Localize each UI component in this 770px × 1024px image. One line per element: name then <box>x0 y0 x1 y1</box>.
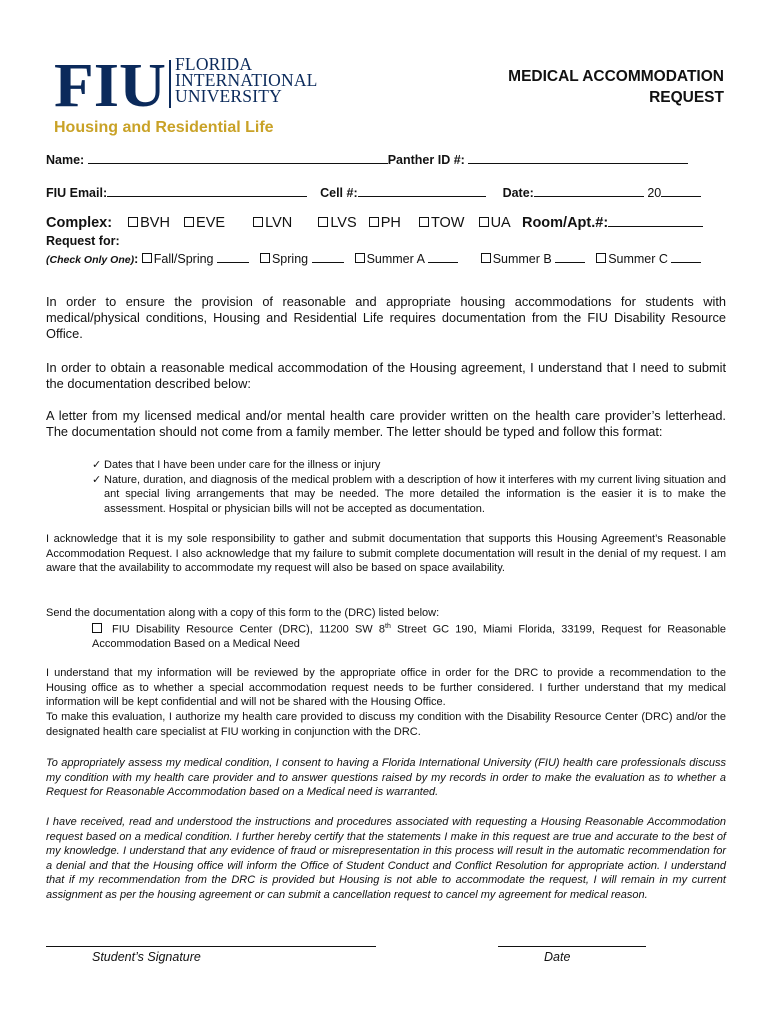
panther-id-field[interactable] <box>468 151 688 164</box>
form-title-line-1: MEDICAL ACCOMMODATION <box>508 68 724 85</box>
checkbox-icon <box>419 217 429 227</box>
name-label: Name: <box>46 153 85 167</box>
room-label: Room/Apt.#: <box>521 215 609 231</box>
complex-option-lvs[interactable]: LVS <box>318 215 356 231</box>
format-bullet-1: ✓ Dates that I have been under care for the illness or injury <box>92 459 381 471</box>
acknowledge-paragraph: I acknowledge that it is my sole responsibility to gather and submit documentation that supports this Housing Agreement’s Reasonable Accommodation Request. I also acknowledge that my failure to submit complete documentation will result in the denial of my request. I am aware that the availability to accommodate my request will also be based on space availability. <box>46 533 726 574</box>
complex-option-ph[interactable]: PH <box>369 215 401 231</box>
university-name-line-1: FLORIDA <box>175 54 253 74</box>
panther-id-label: Panther ID #: <box>387 153 465 167</box>
date-field[interactable] <box>534 184 644 197</box>
term-option-summer-b[interactable]: Summer B <box>481 252 552 266</box>
name-row <box>46 151 688 167</box>
term-option-summer-a[interactable]: Summer A <box>355 252 425 266</box>
certification-paragraph: I have received, read and understood the instructions and procedures associated with requesting a Housing Reasonable Accommodation request based on a medical condition. I further hereby certify that the statements I make in this request are true and accurate to the best of my knowledge. I understand that any evidence of fraud or misrepresentation in this process will result in the automatic recommendation for a denial and that the Housing office will inform the Office of Student Conduct and Conflict Resolution for appropriate action. I understand that if my recommendation from the DRC is provided but Housing is not able to accommodate the request, I will remain in my current assignment as per the housing agreement or can submit a cancellation request to cancel my agreement for medical reason. <box>46 816 726 901</box>
checkbox-icon <box>92 623 102 633</box>
university-name <box>175 56 318 104</box>
complex-label: Complex: <box>46 215 113 231</box>
checkbox-icon <box>355 253 365 263</box>
obtain-paragraph: In order to obtain a reasonable medical accommodation of the Housing agreement, I understand that I need to submit the documentation described below: <box>46 360 726 391</box>
checkbox-icon <box>318 217 328 227</box>
name-field[interactable] <box>88 151 388 164</box>
drc-address-part-1: FIU Disability Resource Center (DRC), 11200 SW 8 <box>112 623 385 636</box>
request-for-label: Request for: <box>46 234 120 248</box>
university-name-line-2: INTERNATIONAL <box>175 70 318 90</box>
format-bullet-list <box>92 458 726 516</box>
complex-option-ua[interactable]: UA <box>479 215 510 231</box>
student-signature-label: Student’s Signature <box>92 950 201 964</box>
consent-paragraph: To appropriately assess my medical condition, I consent to having a Florida International University (FIU) health care professionals discuss my condition with my health care provider and to answer questions raised by my records in order to make the evaluation as to whether a Request for Reasonable Accommodation based on a Medical need is warranted. <box>46 757 726 798</box>
complex-option-lvn[interactable]: LVN <box>253 215 292 231</box>
complex-option-bvh[interactable]: BVH <box>128 215 170 231</box>
term-summer-a-blank <box>428 250 458 263</box>
drc-address-sup: th <box>385 623 391 630</box>
authorize-paragraph: To make this evaluation, I authorize my health care provided to discuss my condition with the Disability Resource Center (DRC) and/or the designated health care specialist at FIU working in conjunction with the DRC. <box>46 711 726 738</box>
fiu-letters-text: FIU <box>54 56 166 111</box>
send-documentation-intro: Send the documentation along with a copy of this form to the (DRC) listed below: <box>46 607 440 619</box>
term-summer-b-blank <box>555 250 585 263</box>
format-bullet-2: ✓ Nature, duration, and diagnosis of the medical problem with a description of how it interferes with my current living situation and ant special living arrangements that may be needed. The more detailed the information is the easier it is to make the assessment. Hospital or physician bills will not be accepted as documentation. <box>92 473 726 515</box>
checkbox-icon <box>260 253 270 263</box>
term-summer-c-blank <box>671 250 701 263</box>
letter-paragraph: A letter from my licensed medical and/or mental health care provider written on the health care provider’s letterhead. The documentation should not come from a family member. The letter should be typed and follow this format: <box>46 408 726 439</box>
checkbox-icon <box>253 217 263 227</box>
review-paragraph: I understand that my information will be reviewed by the appropriate office in order for the DRC to provide a recommendation to the Housing office as to whether a special accommodation request needs to be further considered. I further understand that my medical information will be kept confidential and will not be shared with the Housing Office. <box>46 667 726 708</box>
fiu-letters-logo <box>54 56 166 111</box>
cell-label: Cell #: <box>320 186 358 200</box>
drc-address-part-2: Street GC 190, Miami Florida, 33199, Request for Reasonable Accommodation Based on a Medical Need <box>92 623 727 651</box>
term-option-summer-c[interactable]: Summer C <box>596 252 668 266</box>
term-fall-spring-blank <box>217 250 249 263</box>
checkbox-icon <box>596 253 606 263</box>
year-prefix: 20 <box>647 186 662 200</box>
fiu-logo <box>54 56 324 140</box>
university-name-line-3: UNIVERSITY <box>175 86 282 106</box>
term-spring-blank <box>312 250 344 263</box>
date-label: Date: <box>502 186 534 200</box>
checkbox-icon <box>479 217 489 227</box>
room-field[interactable] <box>608 214 703 227</box>
check-only-one-note: (Check Only One) <box>46 254 135 266</box>
form-title-line-2: REQUEST <box>649 89 724 106</box>
department-name: Housing and Residential Life <box>54 119 274 136</box>
complex-row <box>46 214 703 231</box>
checkbox-icon <box>369 217 379 227</box>
checkbox-icon <box>142 253 152 263</box>
checkmark-icon: ✓ <box>92 473 102 486</box>
drc-address-item <box>92 620 726 652</box>
intro-paragraph: In order to ensure the provision of reasonable and appropriate housing accommodations for students with medical/physical conditions, Housing and Residential Life requires documentation from the FIU Disability Resource Office. <box>46 294 726 341</box>
form-title <box>508 66 724 108</box>
checkbox-icon <box>128 217 138 227</box>
checkbox-icon <box>184 217 194 227</box>
signature-date-line[interactable] <box>498 946 646 947</box>
student-signature-line[interactable] <box>46 946 376 947</box>
year-field[interactable] <box>661 184 701 197</box>
complex-option-eve[interactable]: EVE <box>184 215 225 231</box>
signature-date-label: Date <box>544 950 571 964</box>
email-label: FIU Email: <box>46 186 108 200</box>
logo-divider <box>169 60 171 108</box>
complex-option-tow[interactable]: TOW <box>419 215 465 231</box>
email-field[interactable] <box>107 184 307 197</box>
cell-field[interactable] <box>358 184 486 197</box>
term-row: (Check Only One): Fall/Spring Spring Summer A Summer B Summer C <box>46 250 701 266</box>
term-option-fall-spring[interactable]: Fall/Spring <box>142 252 214 266</box>
contact-row <box>46 184 701 200</box>
checkmark-icon: ✓ <box>92 459 102 471</box>
term-option-spring[interactable]: Spring <box>260 252 308 266</box>
checkbox-icon <box>481 253 491 263</box>
